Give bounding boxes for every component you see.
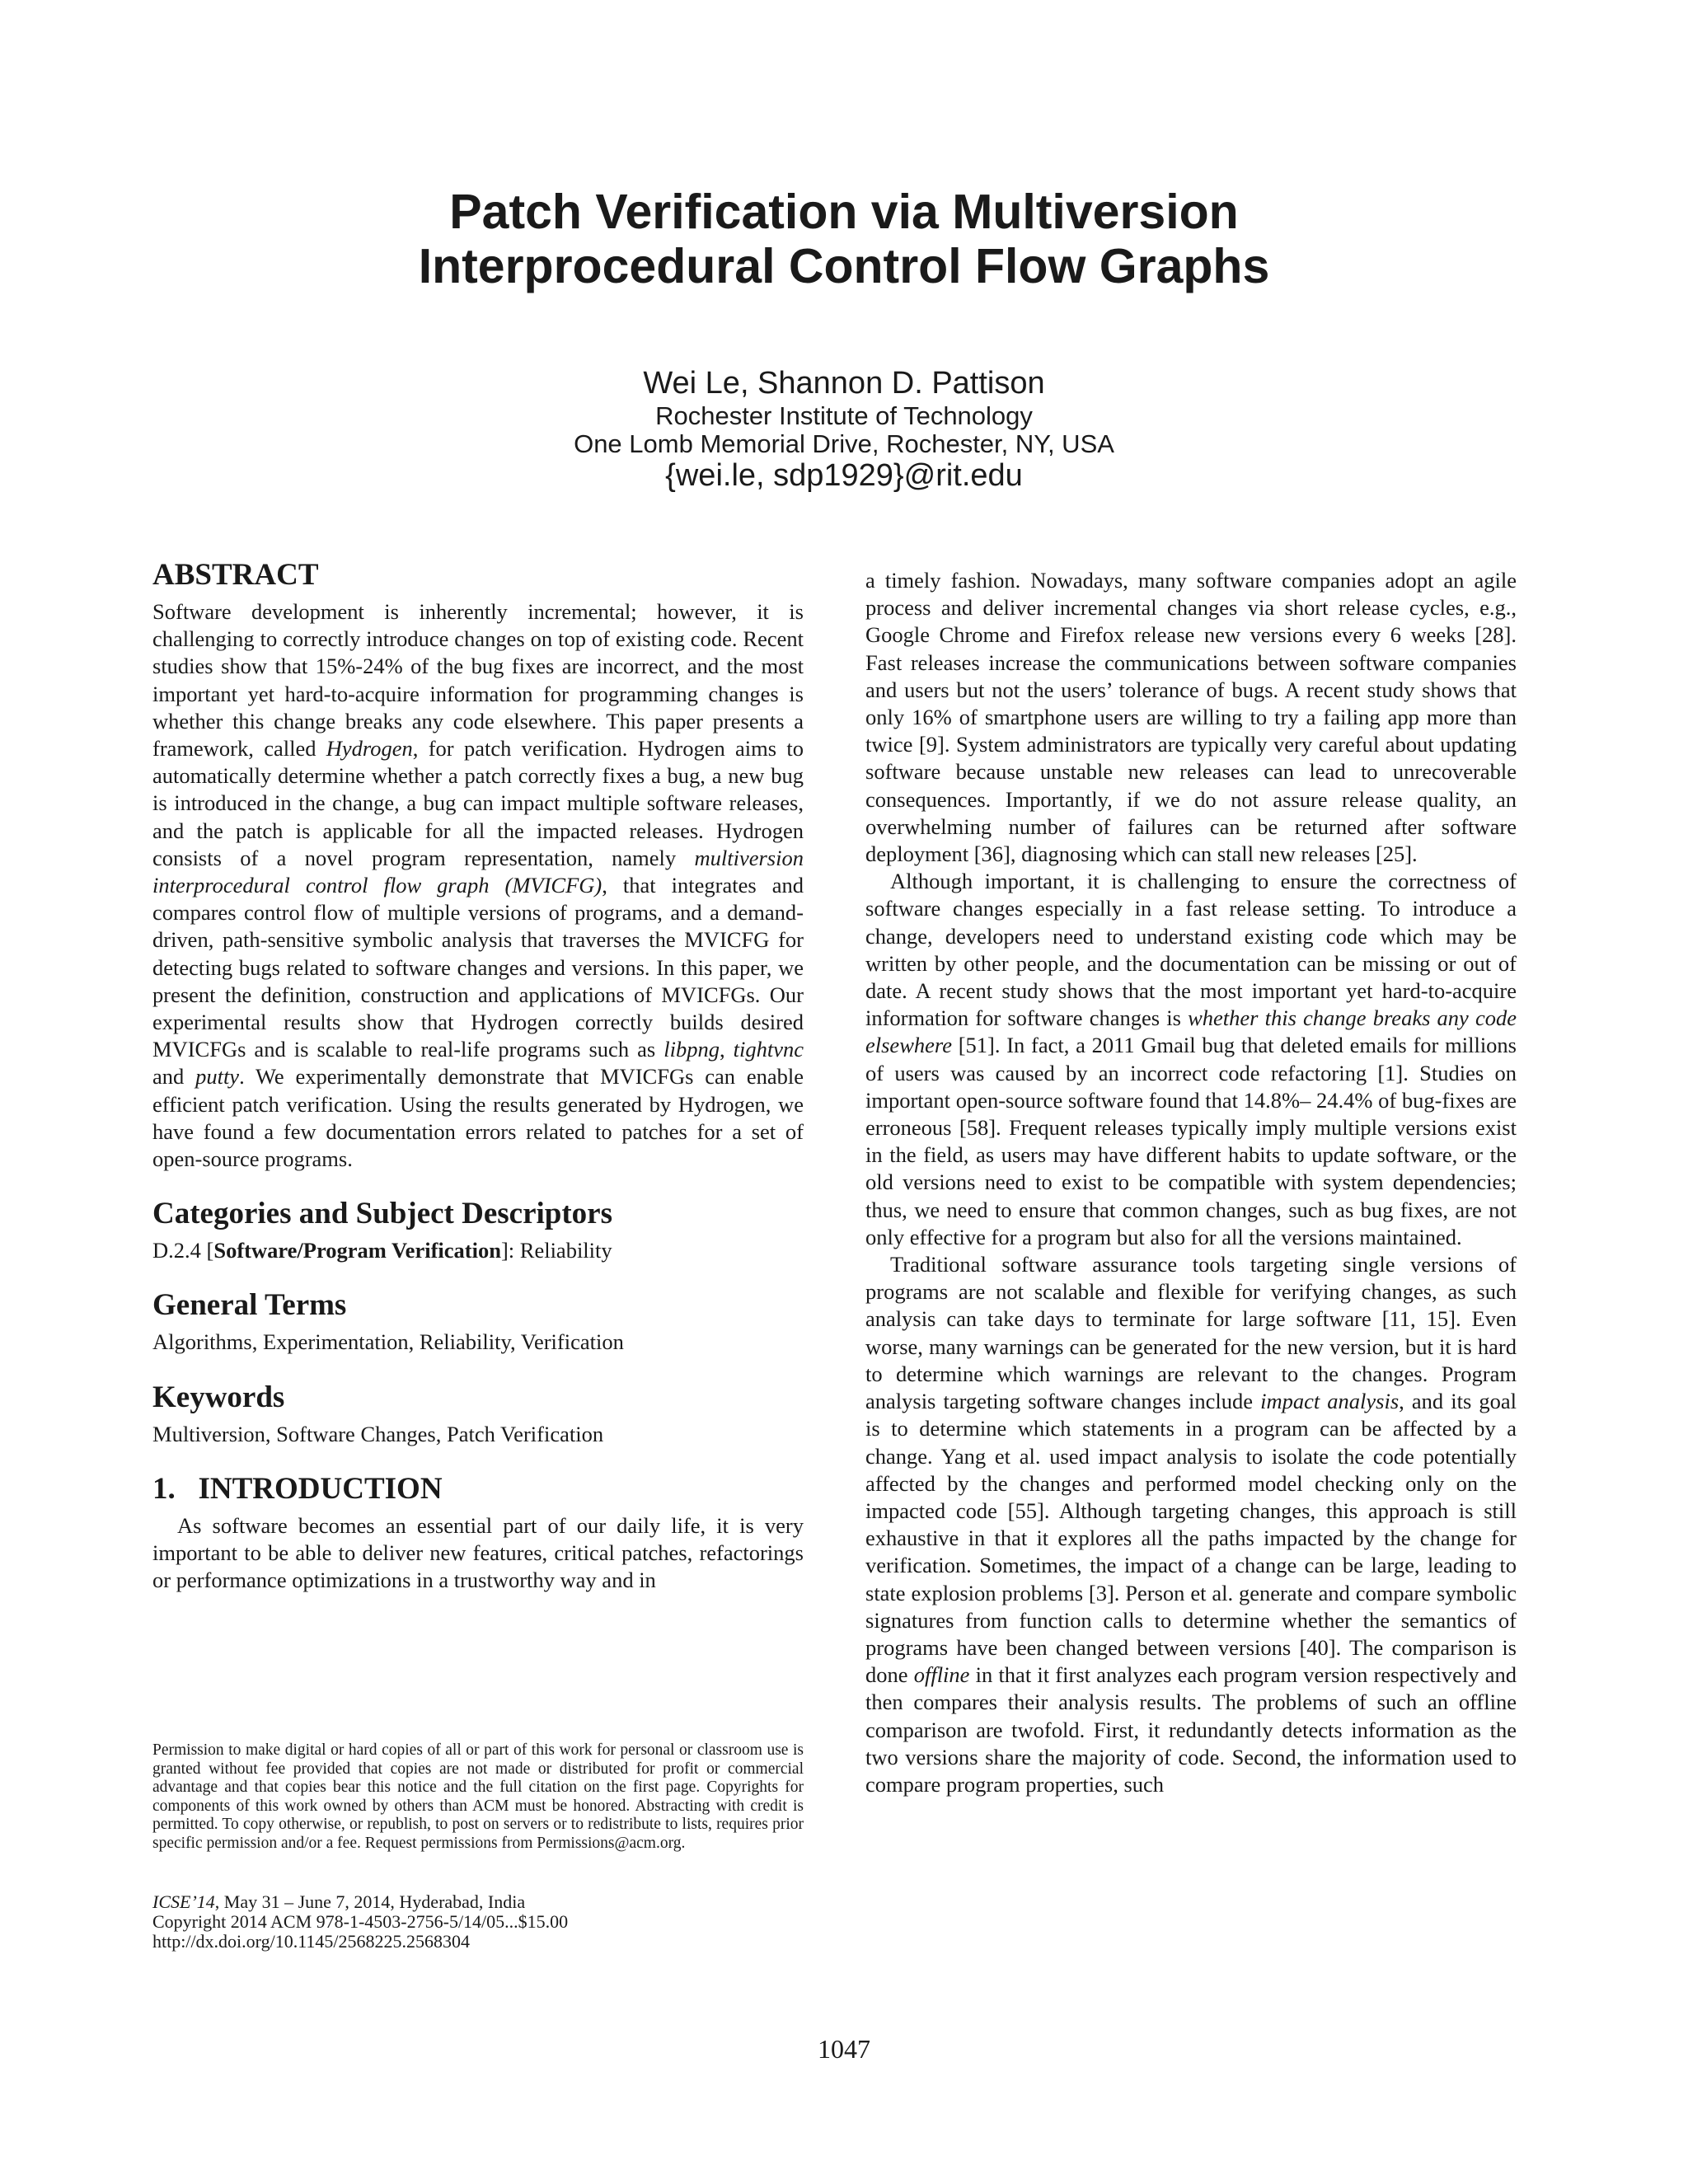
right-paragraph-2: Although important, it is challenging to ensure the correctness of software changes especially in a fast release setting. To introduce a change, developers need to understand existing code which may be written by other people, and the documentation can be missing or out of date. A recent study shows that the most important yet hard-to-acquire information for software changes is whether this change breaks any code elsewhere [51]. In fact, a 2011 Gmail bug that deleted emails for millions of users was caused by an incorrect code refactoring [1]. Studies on important open-source software found that 14.8%– 24.4% of bug-fixes are erroneous [58]. Frequent releases typically imply multiple versions exist in the field, as users may have different habits to update software, or the old versions need to exist to be compatible with system dependencies; thus, we need to ensure that common changes, such as bug fixes, are not only effective for a program but also for all the versions maintained. — [865, 869, 1517, 1249]
title-line-1: Patch Verification via Multiversion — [449, 185, 1239, 239]
permission-footnote: Permission to make digital or hard copies of all or part of this work for personal or classroom use is granted without fee provided that copies are not made or distributed for profit or commercial advantage and that copies bear this notice and the full citation on the first page. Copyrights for components of this work owned by others than ACM must be honored. Abstracting with credit is permitted. To copy otherwise, or republish, to post on servers or to redistribute to lists, requires prior specific permission and/or a fee. Request permissions from Permissions@acm.org. — [152, 1741, 804, 1852]
left-column — [152, 557, 804, 1594]
author-block — [0, 364, 1688, 493]
author-institution: Rochester Institute of Technology — [655, 401, 1033, 430]
keywords-heading: Keywords — [152, 1380, 285, 1414]
introduction-text: As software becomes an essential part of our daily life, it is very important to be able to deliver new features, critical patches, refactorings or performance optimizations in a trustworthy way and in — [152, 1512, 804, 1593]
categories-heading: Categories and Subject Descriptors — [152, 1197, 612, 1231]
page-number: 1047 — [818, 2034, 870, 2064]
venue-info — [152, 1892, 804, 1952]
venue-doi: http://dx.doi.org/10.1145/2568225.2568304 — [152, 1931, 471, 1952]
right-column — [865, 567, 1517, 1798]
categories-text: D.2.4 [Software/Program Verification]: Reliability — [152, 1238, 612, 1263]
abstract-text: Software development is inherently incremental; however, it is challenging to correctly introduce changes on top of existing code. Recent studies show that 15%-24% of the bug fixes are incorrect, and the most important yet hard-to-acquire information for programming changes is whether this change breaks any code elsewhere. This paper presents a framework, called Hydrogen, for patch verification. Hydrogen aims to automatically determine whether a patch correctly fixes a bug, a new bug is introduced in the change, a bug can impact multiple software releases, and the patch is applicable for all the impacted releases. Hydrogen consists of a novel program representation, namely multiversion interprocedural control flow graph (MVICFG), that integrates and compares control flow of multiple versions of programs, and a demand-driven, path-sensitive symbolic analysis that traverses the MVICFG for detecting bugs related to software changes and versions. In this paper, we present the definition, construction and applications of MVICFGs. Our experimental results show that Hydrogen correctly builds desired MVICFGs and is scalable to real-life programs such as libpng, tightvnc and putty. We experimentally demonstrate that MVICFGs can enable efficient patch verification. Using the results generated by Hydrogen, we have found a few documentation errors related to patches for a set of open-source programs. — [152, 599, 804, 1172]
abstract-heading: ABSTRACT — [152, 558, 319, 592]
right-paragraph-1: a timely fashion. Nowadays, many software companies adopt an agile process and deliver incremental changes via short release cycles, e.g., Google Chrome and Firefox release new versions every 6 weeks [28]. Fast releases increase the communications between software companies and users but not the users’ tolerance of bugs. A recent study shows that only 16% of smartphone users are willing to try a failing app more than twice [9]. System administrators are typically very careful about updating software because unstable new releases can lead to unrecoverable consequences. Importantly, if we do not assure release quality, an overwhelming number of failures can be returned after software deployment [36], diagnosing which can stall new releases [25]. — [865, 568, 1517, 867]
venue-conference: ICSE’14, May 31 – June 7, 2014, Hyderabad, India — [152, 1891, 526, 1912]
introduction-heading: 1. INTRODUCTION — [152, 1471, 443, 1506]
right-paragraph-3: Traditional software assurance tools targeting single versions of programs are not scalable and flexible for verifying changes, as such analysis can take days to terminate for large software [11, 15]. Even worse, many warnings can be generated for the new version, but it is hard to determine which warnings are relevant to the changes. Program analysis targeting software changes include impact analysis, and its goal is to determine which statements in a program can be affected by a change. Yang et al. used impact analysis to isolate the code potentially affected by the changes and performed model checking only on the impacted code [55]. Although targeting changes, this approach is still exhaustive in that it explores all the paths impacted by the change for verification. Sometimes, the impact of a change can be large, leading to state explosion problems [3]. Person et al. generate and compare symbolic signatures from function calls to determine whether the semantics of programs have been changed between versions [40]. The comparison is done offline in that it first analyzes each program version respectively and then compares their analysis results. The problems of such an offline comparison are twofold. First, it redundantly detects information as the two versions share the majority of code. Second, the information used to compare program properties, such — [865, 1252, 1517, 1797]
general-terms-text: Algorithms, Experimentation, Reliability, Verification — [152, 1329, 624, 1355]
author-address: One Lomb Memorial Drive, Rochester, NY, USA — [574, 429, 1114, 458]
keywords-text: Multiversion, Software Changes, Patch Verification — [152, 1421, 604, 1446]
general-terms-heading: General Terms — [152, 1288, 347, 1323]
title-line-2: Interprocedural Control Flow Graphs — [418, 239, 1270, 293]
venue-copyright: Copyright 2014 ACM 978-1-4503-2756-5/14/05...$15.00 — [152, 1911, 569, 1932]
author-email: {wei.le, sdp1929}@rit.edu — [665, 458, 1023, 493]
paper-title — [0, 185, 1688, 293]
author-names: Wei Le, Shannon D. Pattison — [643, 366, 1045, 401]
